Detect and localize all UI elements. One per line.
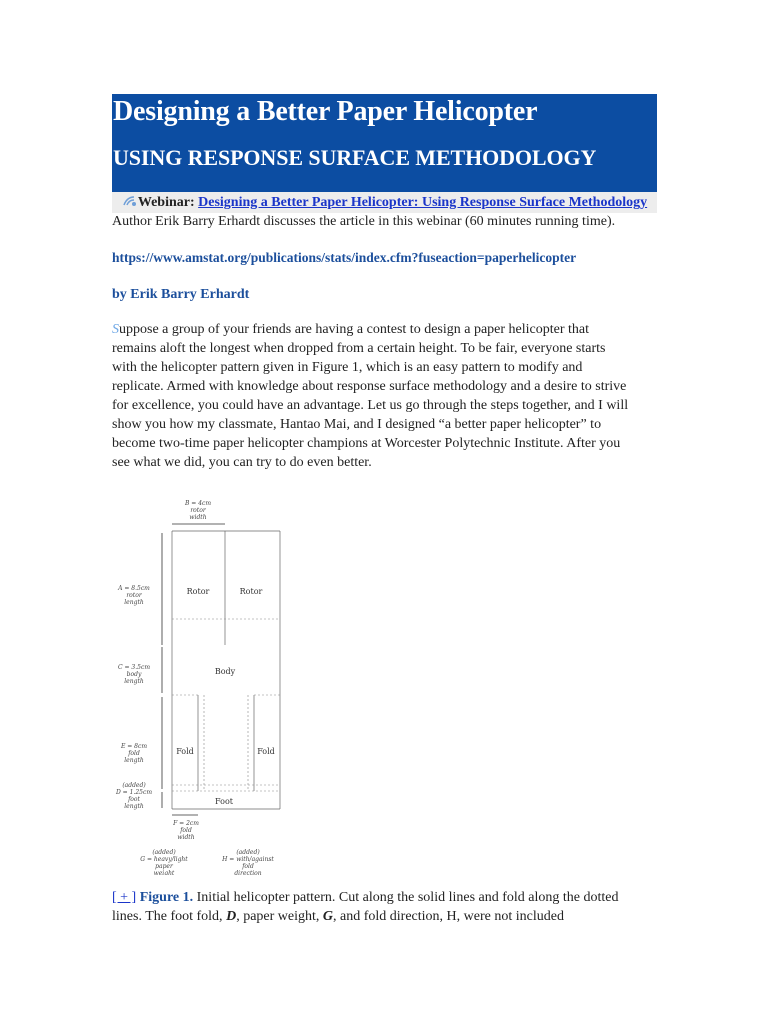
webinar-icon: [122, 195, 138, 207]
paper-weight-label-4: weight: [153, 870, 175, 875]
fold-right-label: Fold: [257, 747, 275, 756]
fold-length-label-2: fold: [128, 750, 140, 757]
caption-text-b: , paper weight,: [236, 909, 323, 924]
foot-length-label-4: length: [124, 803, 144, 810]
caption-var-d: D: [226, 909, 237, 924]
page-title: Designing a Better Paper Helicopter: [113, 96, 538, 127]
webinar-description: Author Erik Barry Erhardt discusses the article in this webinar (60 minutes running time).: [112, 214, 616, 229]
foot-length-label-1: (added): [122, 782, 146, 789]
paper-weight-label-1: (added): [152, 849, 176, 856]
fold-width-label-3: width: [177, 834, 195, 841]
foot-label: Foot: [215, 797, 233, 806]
rotor-width-label-2: rotor: [190, 507, 206, 514]
fold-length-label-3: length: [124, 757, 144, 764]
intro-text: uppose a group of your friends are having a contest to design a paper helicopter that remains aloft the longest when dropped from a certain height. To be fair, everyone starts with the helicopter pattern given in Figure 1, which is an easy pattern to modify and replicate. Armed with knowledge about response surface methodology and a desire to strive for excellence, you could have an advantage. Let us go through the steps together, and I will show you how my classmate, Hantao Mai, and I designed “a better paper helicopter” to become two-time paper helicopter champions at Worcester Polytechnic Institute. After you see what we did, you can try to do even better.: [112, 322, 629, 470]
foot-length-label-2: D = 1.25cm: [115, 789, 153, 796]
fold-width-label-1: F = 2cm: [173, 820, 199, 827]
rotor-right-label: Rotor: [239, 587, 263, 596]
foot-length-label-3: foot: [128, 796, 140, 803]
body-length-label-3: length: [124, 678, 144, 685]
page-subtitle: USING RESPONSE SURFACE METHODOLOGY: [113, 145, 597, 170]
fold-left-label: Fold: [176, 747, 194, 756]
caption-var-g: G: [322, 909, 334, 924]
webinar-box: [112, 192, 657, 213]
helicopter-pattern-figure: [112, 495, 312, 875]
expand-figure-link[interactable]: [ + ]: [112, 890, 137, 905]
paper-weight-label-3: paper: [155, 863, 173, 870]
rotor-length-label-2: rotor: [126, 592, 142, 599]
drop-cap: S: [112, 322, 119, 337]
webinar-link[interactable]: Designing a Better Paper Helicopter: Using Response Surface Methodology: [198, 195, 648, 210]
fold-direction-label-4: direction: [234, 870, 262, 875]
article-url[interactable]: https://www.amstat.org/publications/stats/index.cfm?fuseaction=paperhelicopter: [112, 250, 577, 265]
fold-direction-label-1: (added): [236, 849, 260, 856]
rotor-length-label-1: A = 8.5cm: [118, 585, 150, 592]
rotor-width-label-3: width: [189, 514, 207, 521]
rotor-length-label-3: length: [124, 599, 144, 606]
intro-paragraph: [112, 320, 632, 472]
rotor-width-label-1: B = 4cm: [184, 500, 212, 507]
webinar-label: Webinar:: [137, 195, 195, 210]
fold-direction-label-3: fold: [242, 863, 254, 870]
pattern-diagram: [112, 495, 312, 875]
caption-text-a: Initial helicopter pattern. Cut along the solid lines and fold along the dotted lines. The foot fold,: [112, 890, 619, 924]
byline: by Erik Barry Erhardt: [112, 287, 250, 302]
caption-text-c: , and fold direction, H, were not included: [333, 909, 564, 924]
figure-label: Figure 1.: [139, 890, 194, 905]
body-length-label-1: C = 3.5cm: [117, 664, 151, 671]
fold-width-label-2: fold: [180, 827, 192, 834]
article: [112, 94, 657, 472]
figure-caption: [112, 888, 632, 926]
fold-length-label-1: E = 8cm: [120, 743, 148, 750]
body-label: Body: [214, 667, 236, 676]
title-banner: [112, 94, 657, 192]
rotor-left-label: Rotor: [186, 587, 210, 596]
paper-weight-label-2: G = heavy/light: [140, 856, 188, 863]
fold-direction-label-2: H = with/against: [222, 856, 274, 863]
body-length-label-2: body: [126, 671, 142, 678]
